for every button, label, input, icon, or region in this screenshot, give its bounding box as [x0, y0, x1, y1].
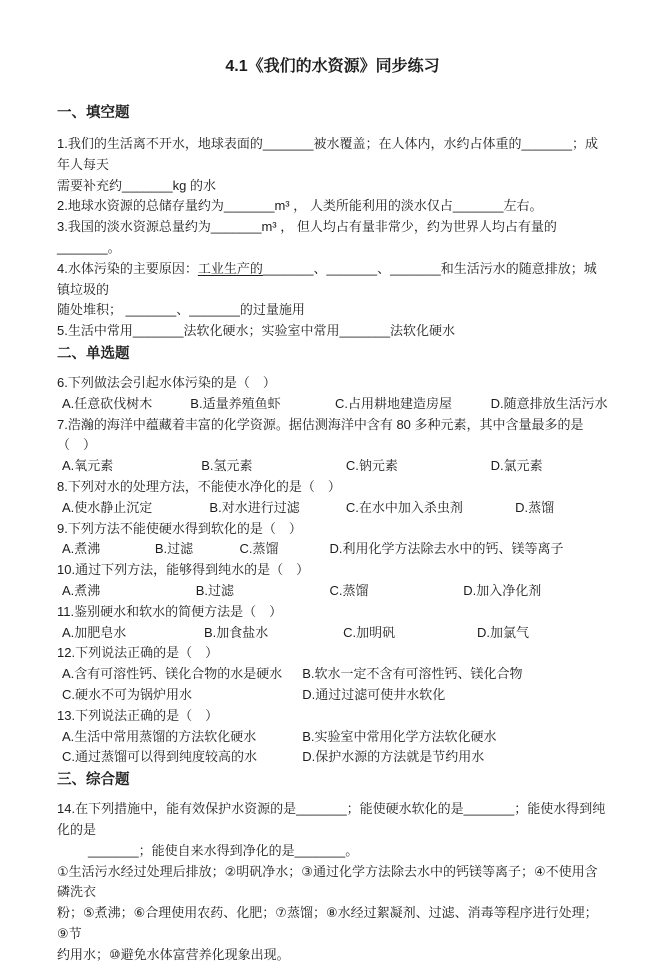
- question-11-stem: 11.鉴别硬水和软水的简便方法是（ ）: [57, 603, 283, 619]
- page-title: 4.1《我们的水资源》同步练习: [225, 58, 440, 75]
- option-7a: A.氧元素: [62, 458, 114, 474]
- option-9d: D.利用化学方法除去水中的钙、镁等离子: [329, 541, 564, 557]
- option-13b: B.实验室中常用化学方法软化硬水: [302, 728, 497, 744]
- section-heading-fill: 一、填空题: [57, 105, 130, 121]
- question-8-stem: 8.下列对水的处理方法，不能使水净化的是（ ）: [57, 478, 341, 494]
- option-8a: A.使水静止沉定: [62, 499, 153, 515]
- option-6b: B.适量养殖鱼虾: [190, 395, 281, 411]
- option-10a: A.煮沸: [62, 582, 101, 598]
- option-13d: D.保护水源的方法就是节约用水: [302, 749, 485, 765]
- question-8-options: [57, 498, 608, 519]
- option-12b: B.软水一定不含有可溶性钙、镁化合物: [302, 666, 523, 682]
- question-1-line-2: 需要补充约_______kg 的水: [57, 177, 216, 193]
- question-1-line-1: 1.我们的生活离不开水，地球表面的_______被水覆盖；在人体内，水约占体重的_______；成年人每天: [57, 136, 599, 172]
- question-4-blanks: _______、_______、_______和生活污水的随意排放；城镇垃圾的: [57, 260, 597, 297]
- question-12-options-row-2: [57, 685, 608, 706]
- question-13-stem: 13.下列说法正确的是（ ）: [57, 707, 219, 723]
- question-7-options: [57, 456, 608, 477]
- section-heading-comprehensive: 三、综合题: [57, 772, 130, 789]
- option-7c: C.钠元素: [345, 458, 398, 474]
- question-2: 2.地球水资源的总储存量约为_______m³ ， 人类所能利用的淡水仅占_______左右。: [57, 198, 543, 214]
- question-14-items-line-2: 粉；⑤煮沸；⑥合理使用农药、化肥；⑦蒸馏；⑧水经过絮凝剂、过滤、消毒等程序进行处理；⑨节: [57, 905, 598, 941]
- question-4-line-1: [57, 259, 608, 301]
- option-7d: D.氯元素: [490, 458, 543, 474]
- question-9-options: [57, 539, 608, 560]
- option-12a: A.含有可溶性钙、镁化合物的水是硬水: [62, 666, 283, 682]
- section-heading-choice: 二、单选题: [57, 345, 130, 362]
- question-12-stem: 12.下列说法正确的是（ ）: [57, 645, 219, 661]
- option-8b: B.对水进行过滤: [209, 499, 300, 515]
- option-12c: C.硬水不可为锅炉用水: [62, 686, 193, 702]
- question-14-line-1: 14.在下列措施中，能有效保护水资源的是_______；能使硬水软化的是_______；能使水得到纯化的是: [57, 801, 606, 837]
- question-9-stem: 9.下列方法不能使硬水得到软化的是（ ）: [57, 520, 302, 536]
- option-6d: D.随意排放生活污水: [490, 395, 608, 411]
- question-6-options: [57, 394, 608, 415]
- question-7-stem: 7.浩瀚的海洋中蕴藏着丰富的化学资源。据估测海洋中含有 80 多种元素，其中含量最多的是（ ）: [57, 416, 584, 453]
- option-11c: C.加明矾: [343, 624, 396, 640]
- question-14-items-line-3: 约用水；⑩避免水体富营养化现象出现。: [57, 946, 290, 962]
- option-6a: A.任意砍伐树木: [62, 395, 153, 411]
- option-6c: C.占用耕地建造房屋: [334, 395, 452, 411]
- option-10b: B.过滤: [195, 582, 235, 598]
- option-9c: C.蒸馏: [239, 541, 279, 557]
- option-13c: C.通过蒸馏可以得到纯度较高的水: [62, 749, 258, 765]
- option-12d: D.通过过滤可使井水软化: [302, 686, 446, 702]
- question-5: 5.生活中常用_______法软化硬水；实验室中常用_______法软化硬水: [57, 323, 456, 339]
- option-9b: B.过滤: [154, 541, 194, 557]
- option-13a: A.生活中常用蒸馏的方法软化硬水: [62, 728, 257, 744]
- option-8c: C.在水中加入杀虫剂: [345, 499, 463, 515]
- option-7b: B.氢元素: [201, 458, 253, 474]
- option-10d: D.加入净化剂: [463, 582, 542, 598]
- option-11b: B.加食盐水: [203, 624, 269, 640]
- question-4-line-2: 随处堆积； _______、_______的过量施用: [57, 302, 305, 318]
- question-3: 3.我国的淡水资源总量约为_______m³ ， 但人均占有量非常少，约为世界人均占有量的_______。: [57, 219, 557, 255]
- question-10-options: [57, 581, 608, 602]
- question-12-options-row-1: [57, 664, 608, 685]
- question-14-line-2: _______；能使自来水得到净化的是_______。: [88, 842, 359, 858]
- question-4-underlined-phrase: 工业生产的: [197, 260, 263, 276]
- question-13-options-row-2: [57, 747, 608, 768]
- question-14-items-line-1: ①生活污水经过处理后排放；②明矾净水；③通过化学方法除去水中的钙镁等离子；④不使用含磷洗衣: [57, 863, 598, 900]
- question-11-options: [57, 623, 608, 644]
- option-8d: D.蒸馏: [515, 499, 555, 515]
- question-13-options-row-1: [57, 727, 608, 748]
- option-11d: D.加氯气: [476, 624, 529, 640]
- question-4-prefix: 4.水体污染的主要原因：: [57, 260, 198, 276]
- question-6-stem: 6.下列做法会引起水体污染的是（ ）: [57, 374, 276, 390]
- question-10-stem: 10.通过下列方法，能够得到纯水的是（ ）: [57, 562, 310, 578]
- option-10c: C.蒸馏: [329, 582, 369, 598]
- option-9a: A.煮沸: [62, 541, 101, 557]
- option-11a: A.加肥皂水: [62, 624, 127, 640]
